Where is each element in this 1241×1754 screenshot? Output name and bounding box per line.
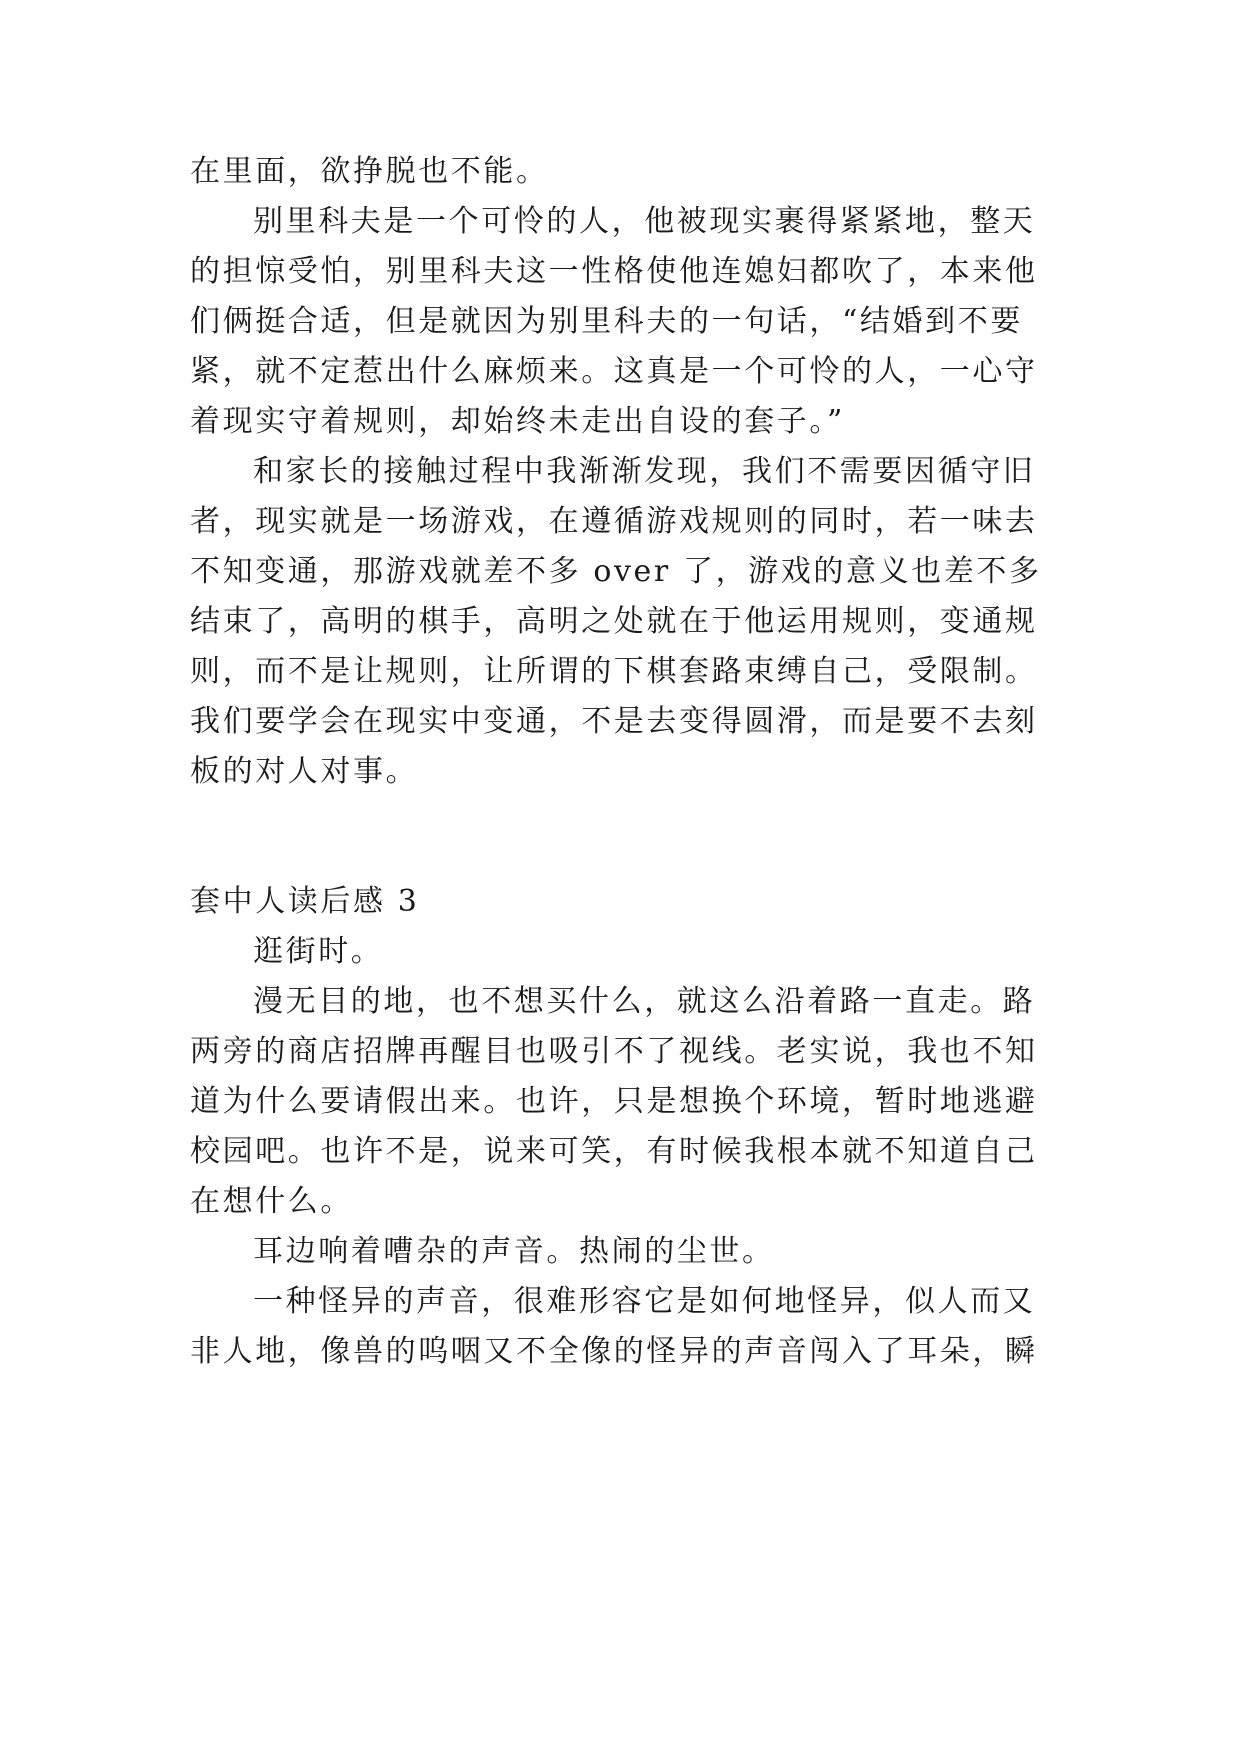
text-line: 着现实守着规则，却始终未走出自设的套子。” [190,404,845,439]
text-line: 紧，就不定惹出什么麻烦来。这真是一个可怜的人，一心守 [190,354,1038,389]
text-line: 道为什么要请假出来。也许，只是想换个环境，暂时地逃避 [190,1084,1038,1119]
text-line: 板的对人对事。 [190,754,419,789]
paragraph-start: 耳边响着嘈杂的声音。热闹的尘世。 [253,1234,775,1269]
text-line: 非人地，像兽的呜咽又不全像的怪异的声音闯入了耳朵，瞬 [190,1334,1038,1369]
text-line: 者，现实就是一场游戏，在遵循游戏规则的同时，若一味去 [190,504,1038,539]
text-line: 在想什么。 [190,1184,353,1219]
paragraph-start: 一种怪异的声音，很难形容它是如何地怪异，似人而又 [253,1284,1036,1319]
text-line: 在里面，欲挣脱也不能。 [190,154,549,189]
text-line: 校园吧。也许不是，说来可笑，有时候我根本就不知道自己 [190,1134,1038,1169]
text-line: 我们要学会在现实中变通，不是去变得圆滑，而是要不去刻 [190,704,1038,739]
text-line: 则，而不是让规则，让所谓的下棋套路束缚自己，受限制。 [190,654,1038,689]
text-line: 的担惊受怕，别里科夫这一性格使他连媳妇都吹了，本来他 [190,254,1038,289]
section-heading: 套中人读后感 3 [190,884,420,919]
paragraph-start: 漫无目的地，也不想买什么，就这么沿着路一直走。路 [253,984,1036,1019]
text-line: 不知变通，那游戏就差不多 over 了，游戏的意义也差不多 [190,554,1042,589]
paragraph-start: 和家长的接触过程中我渐渐发现，我们不需要因循守旧 [253,454,1036,489]
paragraph-start: 逛街时。 [253,934,384,969]
text-line: 们俩挺合适，但是就因为别里科夫的一句话，“结婚到不要 [190,304,1023,339]
text-line: 两旁的商店招牌再醒目也吸引不了视线。老实说，我也不知 [190,1034,1038,1069]
paragraph-start: 别里科夫是一个可怜的人，他被现实裹得紧紧地，整天 [253,204,1036,239]
text-line: 结束了，高明的棋手，高明之处就在于他运用规则，变通规 [190,604,1038,639]
